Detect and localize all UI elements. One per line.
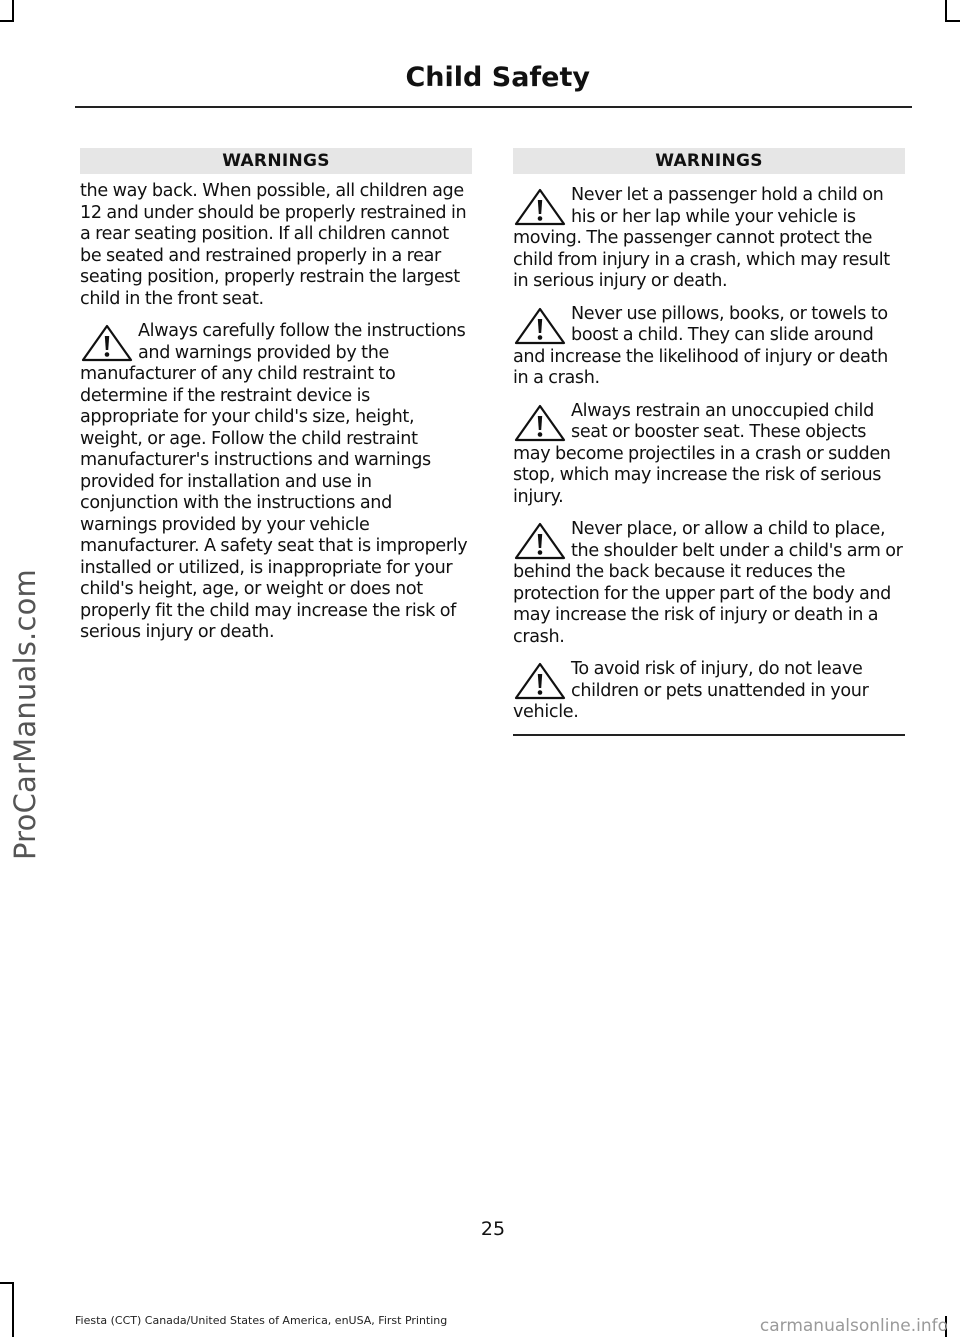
warnings-end-divider — [513, 734, 905, 736]
warning-text: Always restrain an unoccupied child seat or booster seat. These objects may become projectiles in a crash or sudden stop, which may increase the risk of serious injury. — [513, 400, 891, 507]
warning-triangle-icon — [80, 323, 134, 363]
warning-triangle-icon — [513, 306, 567, 346]
page-title: Child Safety — [405, 62, 590, 93]
warning-triangle-icon — [513, 403, 567, 443]
side-watermark: ProCarManuals.com — [8, 569, 42, 860]
warning-item — [513, 401, 905, 509]
warning-item — [513, 659, 905, 724]
left-column — [80, 148, 472, 644]
crop-mark — [945, 0, 947, 20]
crop-mark — [945, 20, 960, 22]
warning-text: To avoid risk of injury, do not leave children or pets unattended in your vehicle. — [513, 659, 869, 722]
warning-text: Always carefully follow the instructions and warnings provided by the manufacturer of any child restraint to determine if the restraint device is appropriate for your child's size, height, weight, or age. Follow the child restraint manufacturer's instructions and warnings provided for installation and use in conjunction with the instructions and warnings provided by your vehicle manufacturer. A safety seat that is improperly installed or utilized, is inappropriate for your child's height, age, or weight or does not properly fit the child may increase the risk of serious injury or death. — [80, 321, 468, 642]
footer-watermark: carmanualsonline.info — [759, 1316, 948, 1336]
crop-mark — [0, 20, 14, 22]
warning-item — [513, 304, 905, 390]
continued-text: the way back. When possible, all children age 12 and under should be properly restrained in a rear seating position. If all children cannot be seated and restrained properly in a rear seating position, properly restrain the largest child in the front seat. — [80, 181, 467, 309]
warning-text: Never place, or allow a child to place, the shoulder belt under a child's arm or behind the back because it reduces the protection for the upper part of the body and may increase the risk of injury or death in a crash. — [513, 519, 903, 647]
edition-footer: Fiesta (CCT) Canada/United States of America, enUSA, First Printing — [75, 1314, 448, 1327]
warning-item — [513, 519, 905, 648]
right-column — [513, 148, 905, 736]
crop-mark — [12, 1282, 14, 1337]
warning-text: Never let a passenger hold a child on his or her lap while your vehicle is moving. The passenger cannot protect the child from injury in a crash, which may result in serious injury or death. — [513, 185, 890, 291]
warning-item — [80, 321, 472, 644]
warning-item — [513, 185, 905, 293]
warning-text: Never use pillows, books, or towels to boost a child. They can slide around and increase the likelihood of injury or death in a crash. — [513, 303, 888, 388]
warning-triangle-icon — [513, 187, 567, 227]
title-divider — [75, 106, 912, 108]
warnings-heading: WARNINGS — [80, 148, 472, 174]
crop-mark — [0, 1282, 14, 1284]
crop-mark — [12, 0, 14, 20]
warnings-heading: WARNINGS — [513, 148, 905, 174]
page-number: 25 — [480, 1218, 506, 1240]
warning-triangle-icon — [513, 521, 567, 561]
warning-triangle-icon — [513, 661, 567, 701]
